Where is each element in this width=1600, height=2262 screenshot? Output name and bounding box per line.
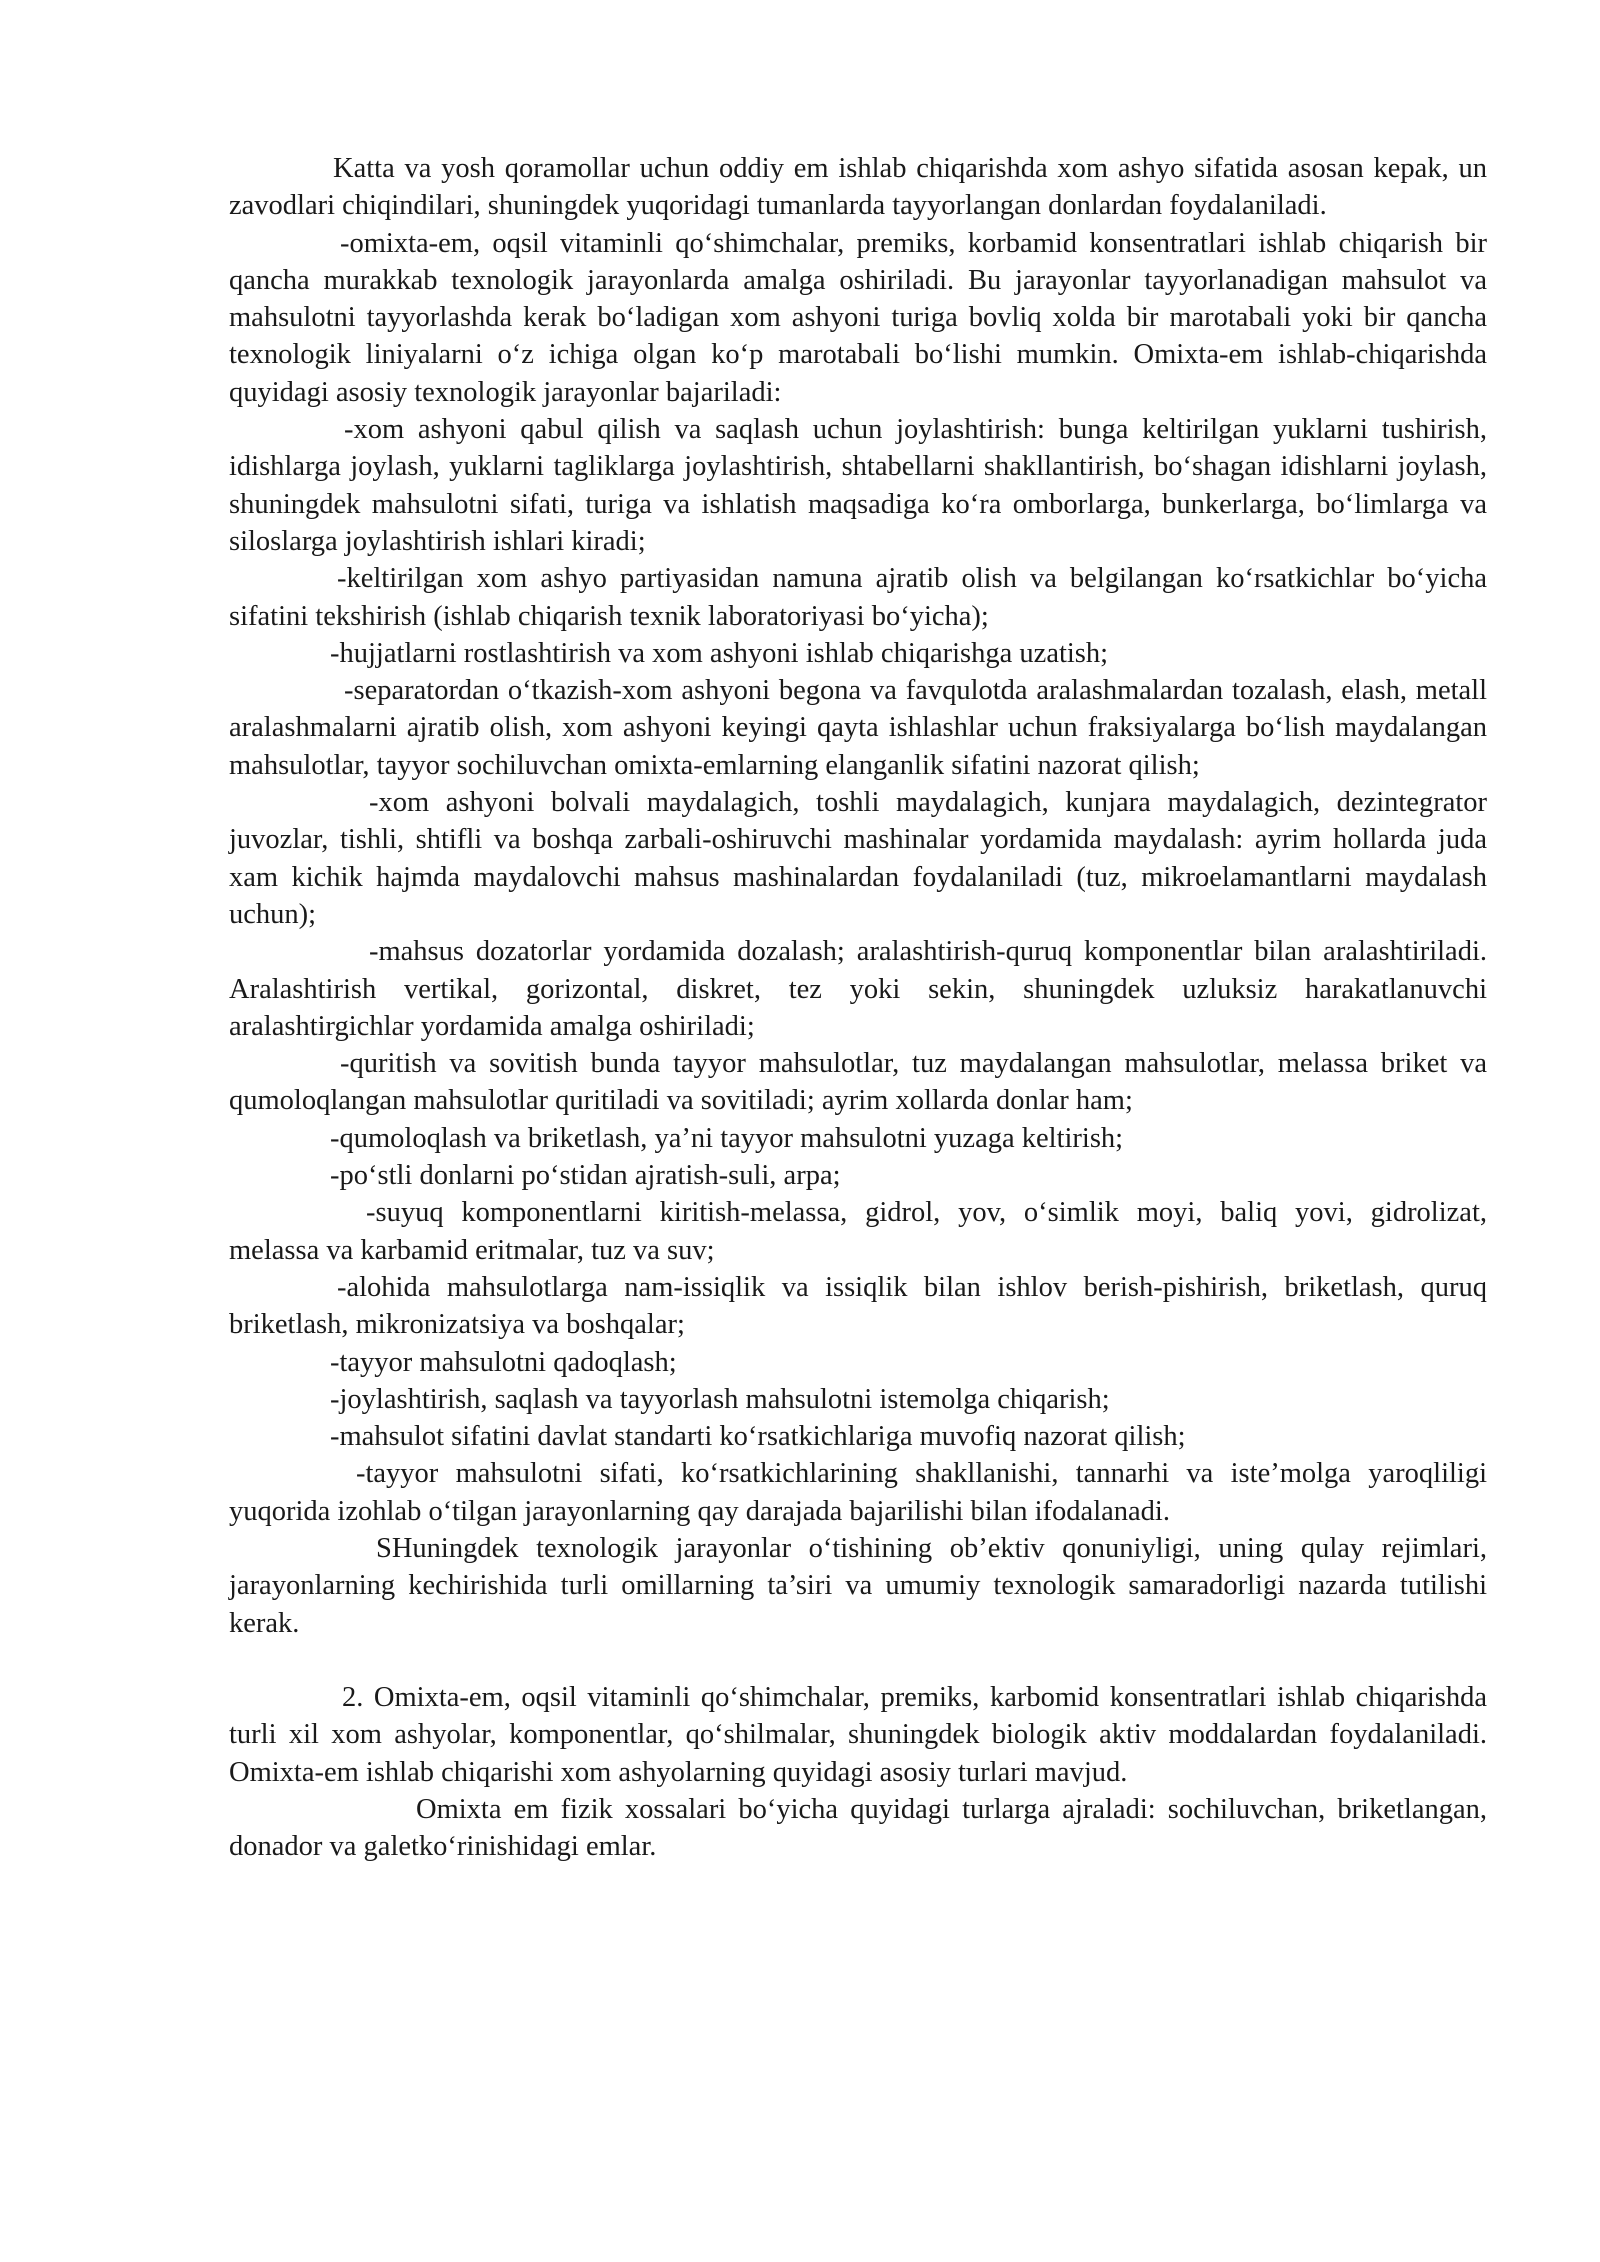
paragraph: -keltirilgan xom ashyo partiyasidan namuna ajratib olish va belgilangan ko‘rsatkichlar bo‘yicha sifatini tekshirish (ishlab chiqarish texnik laboratoriyasi bo‘yicha);	[229, 563, 1487, 632]
blank-line	[229, 1642, 1487, 1679]
paragraph: -hujjatlarni rostlashtirish va xom ashyoni ishlab chiqarishga uzatish;	[330, 637, 1109, 669]
paragraph: -suyuq komponentlarni kiritish-melassa, gidrol, yov, o‘simlik moyi, baliq yovi, gidrolizat, melassa va karbamid eritmalar, tuz va suv;	[229, 1197, 1487, 1266]
document-page	[229, 150, 1487, 1866]
paragraph: -joylashtirish, saqlash va tayyorlash mahsulotni istemolga chiqarish;	[330, 1383, 1110, 1415]
paragraph: SHuningdek texnologik jarayonlar o‘tishining ob’ektiv qonuniyligi, uning qulay rejimlari, jarayonlarning kechirishida turli omillarning ta’siri va umumiy texnologik samaradorligi nazarda tutilishi kerak.	[229, 1532, 1487, 1639]
paragraph: 2. Omixta-em, oqsil vitaminli qo‘shimchalar, premiks, karbomid konsentratlari ishlab chiqarishda turli xil xom ashyolar, komponentlar, qo‘shilmalar, shuningdek biologik aktiv moddalardan foydalaniladi. Omixta-em ishlab chiqarishi xom ashyolarning quyidagi asosiy turlari mavjud.	[229, 1682, 1487, 1788]
paragraph: -separatordan o‘tkazish-xom ashyoni begona va favqulotda aralashmalardan tozalash, elash, metall aralashmalarni ajratib olish, xom ashyoni keyingi qayta ishlashlar uchun fraksiyalarga bo‘lish maydalangan mahsulotlar, tayyor sochiluvchan omixta-emlarning elanganlik sifatini nazorat qilish;	[229, 675, 1487, 781]
paragraph: -po‘stli donlarni po‘stidan ajratish-suli, arpa;	[330, 1160, 841, 1192]
paragraph: -mahsulot sifatini davlat standarti ko‘rsatkichlariga muvofiq nazorat qilish;	[330, 1421, 1186, 1453]
paragraph: -xom ashyoni bolvali maydalagich, toshli maydalagich, kunjara maydalagich, dezintegrator juvozlar, tishli, shtifli va boshqa zarbali-oshiruvchi mashinalar yordamida maydalash: ayrim hollarda juda xam kichik hajmda maydalovchi mahsus mashinalardan foydalaniladi (tuz, mikroelamantlarni maydalash uchun);	[229, 787, 1487, 930]
paragraph: -xom ashyoni qabul qilish va saqlash uchun joylashtirish: bunga keltirilgan yuklarni tushirish, idishlarga joylash, yuklarni tagliklarga joylashtirish, shtabellarni shakllantirish, bo‘shagan idishlarni joylash, shuningdek mahsulotni sifati, turiga va ishlatish maqsadiga ko‘ra omborlarga, bunkerlarga, bo‘limlarga va siloslarga joylashtirish ishlari kiradi;	[229, 414, 1487, 557]
paragraph: -tayyor mahsulotni sifati, ko‘rsatkichlarining shakllanishi, tannarhi va iste’molga yaroqliligi yuqorida izohlab o‘tilgan jarayonlarning qay darajada bajarilishi bilan ifodalanadi.	[229, 1458, 1487, 1527]
paragraph: Omixta em fizik xossalari bo‘yicha quyidagi turlarga ajraladi: sochiluvchan, briketlangan, donador va galetko‘rinishidagi emlar.	[229, 1794, 1487, 1863]
paragraph: -alohida mahsulotlarga nam-issiqlik va issiqlik bilan ishlov berish-pishirish, briketlash, quruq briketlash, mikronizatsiya va boshqalar;	[229, 1271, 1487, 1341]
paragraph: -tayyor mahsulotni qadoqlash;	[330, 1346, 677, 1378]
paragraph: Katta va yosh qoramollar uchun oddiy em ishlab chiqarishda xom ashyo sifatida asosan kepak, un zavodlari chiqindilari, shuningdek yuqoridagi tumanlarda tayyorlangan donlardan foydalaniladi.	[229, 153, 1487, 222]
paragraph: -mahsus dozatorlar yordamida dozalash; aralashtirish-quruq komponentlar bilan aralashtiriladi. Aralashtirish vertikal, gorizontal, diskret, tez yoki sekin, shuningdek uzluksiz harakatlanuvchi aralashtirgichlar yordamida amalga oshiriladi;	[229, 936, 1487, 1042]
paragraph: -qumoloqlash va briketlash, ya’ni tayyor mahsulotni yuzaga keltirish;	[330, 1122, 1124, 1154]
paragraph: -quritish va sovitish bunda tayyor mahsulotlar, tuz maydalangan mahsulotlar, melassa briket va qumoloqlangan mahsulotlar quritiladi va sovitiladi; ayrim xollarda donlar ham;	[229, 1048, 1487, 1117]
paragraph: -omixta-em, oqsil vitaminli qo‘shimchalar, premiks, korbamid konsentratlari ishlab chiqarish bir qancha murakkab texnologik jarayonlarda amalga oshiriladi. Bu jarayonlar tayyorlanadigan mahsulot va mahsulotni tayyorlashda kerak bo‘ladigan xom ashyoni turiga bovliq xolda bir marotabali yoki bir qancha texnologik liniyalarni o‘z ichiga olgan ko‘p marotabali bo‘lishi mumkin. Omixta-em ishlab-chiqarishda quyidagi asosiy texnologik jarayonlar bajariladi:	[229, 227, 1487, 408]
